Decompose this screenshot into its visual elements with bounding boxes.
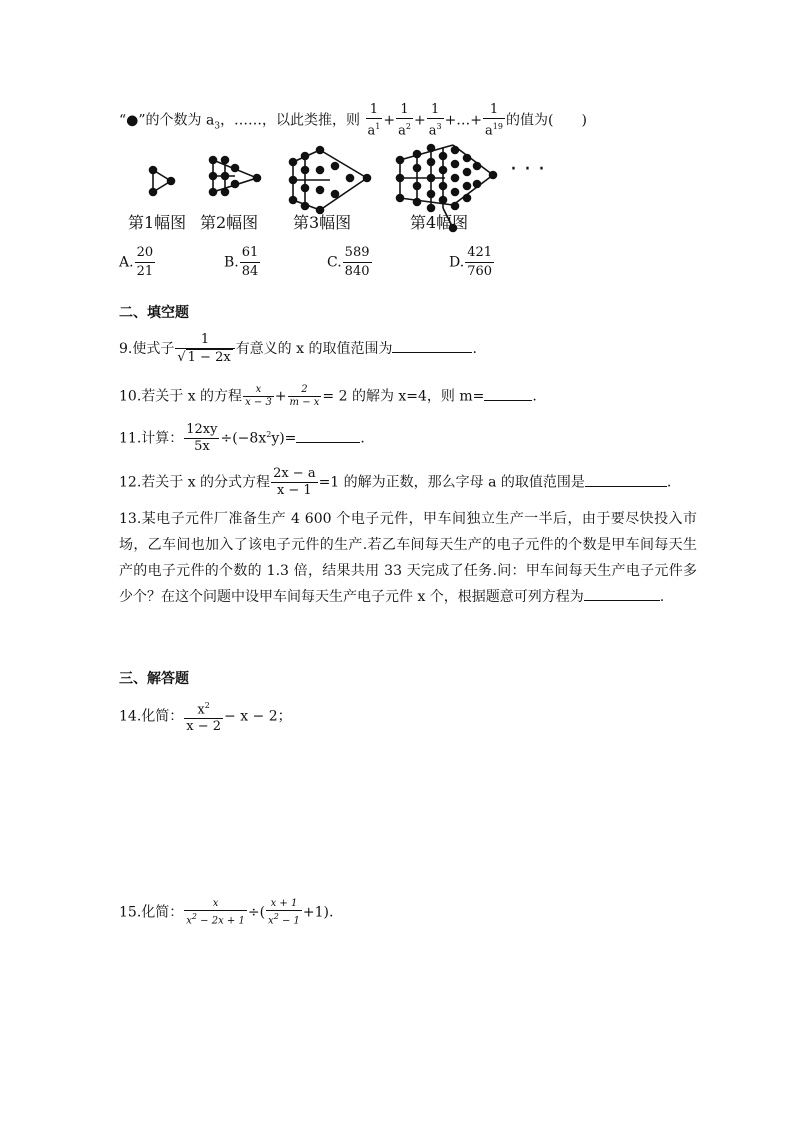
q12-answer-blank[interactable] xyxy=(585,472,667,487)
option-c: C. $\frac{589}{840}$ xyxy=(327,245,370,279)
option-d: D. $\frac{421}{760}$ xyxy=(449,245,493,279)
q8-term-last: $\frac{1}{a^{19}}$ xyxy=(485,102,503,139)
question-11: 11.计算： $\frac{12xy}{5x}$ $\div(-8x^2y)=$ . xyxy=(119,422,365,454)
section-heading-fill-blank: 二、填空题 xyxy=(119,305,189,321)
figure-label-1: 第1幅图 xyxy=(128,213,187,232)
figure-continuation-dots: · · · xyxy=(510,157,545,182)
figure-3-icon xyxy=(290,147,371,214)
q10-answer-blank[interactable] xyxy=(484,386,532,401)
question-10: 10.若关于 x 的方程 $\frac{x}{x - 3}$ + $\frac{2}{m - x}$ = 2 的解为 x=4，则 m= . xyxy=(119,384,537,408)
q8-ellipsis: +…+ xyxy=(444,112,483,129)
option-b: B. $\frac{61}{84}$ xyxy=(224,245,259,279)
q11-answer-blank[interactable] xyxy=(296,428,360,443)
q8-line: “●”的个数为 $a_3$，……，以此类推，则 $\frac{1}{a^1}$ + $\frac{1}{a^2}$ + $\frac{1}{a^3}$ +…+ $\frac{1}{a^{19}}$ 的值为( ) xyxy=(119,102,587,139)
question-12: 12.若关于 x 的分式方程 $\frac{2x - a}{x - 1}$ =1 的解为正数，那么字母 a 的取值范围是 . xyxy=(119,466,672,498)
q8-prefix: “●”的个数为 a xyxy=(119,112,215,129)
q8-suffix: 的值为( ) xyxy=(505,112,587,129)
figure-label-2: 第2幅图 xyxy=(200,213,259,232)
question-14: 14.化简： $\frac{x^2}{x - 2}$ − x − 2； xyxy=(119,701,292,735)
figure-1-icon xyxy=(150,167,175,196)
option-a: A. $\frac{20}{21}$ xyxy=(119,245,154,279)
q13-answer-blank[interactable] xyxy=(584,586,660,601)
question-15: 15.化简： $\frac{x}{x^2 - 2x + 1}$ ÷( $\frac{x + 1}{x^2 - 1}$ +1). xyxy=(119,898,334,927)
question-13: 13.某电子元件厂准备生产 4 600 个电子元件，甲车间独立生产一半后，由于要尽快投入市场，乙车间也加入了该电子元件的生产.若乙车间每天生产的电子元件的个数是甲车间每天生产的电子元件的个数的 1.3 倍，结果共用 33 天完成了任务.问：甲车间每天生产电子元件多少个？在这个问题中设甲车间每天生产电子元件 x 个，根据题意可列方程为 . xyxy=(119,511,697,605)
q8-mid: ，……，以此类推，则 xyxy=(220,112,361,129)
figure-label-3: 第3幅图 xyxy=(293,213,352,232)
q9-answer-blank[interactable] xyxy=(392,338,472,353)
q8-term-1: $\frac{1}{a^1}$ xyxy=(367,102,381,139)
q8-sub: 3 xyxy=(214,121,221,132)
q8-term-3: $\frac{1}{a^3}$ xyxy=(428,102,442,139)
question-9: 9.使式子 $\frac{1}{√ 1 - 2x}$ 有意义的 x 的取值范围为 . xyxy=(119,332,477,365)
q8-term-2: $\frac{1}{a^2}$ xyxy=(398,102,411,139)
figure-2-icon xyxy=(210,157,261,196)
figure-label-4: 第4幅图 xyxy=(410,213,469,232)
section-heading-answer: 三、解答题 xyxy=(119,671,189,687)
